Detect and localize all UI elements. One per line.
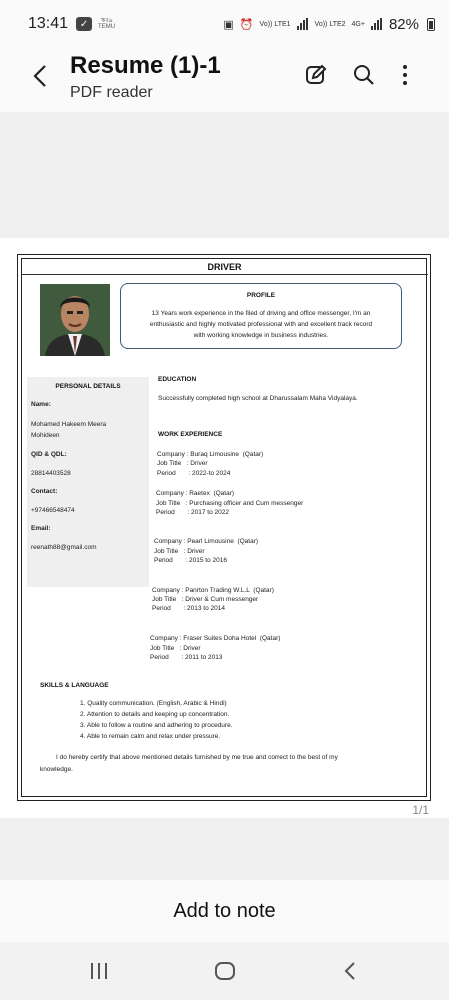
chevron-left-icon xyxy=(32,64,48,88)
checkbox-notification-icon: ✓ xyxy=(76,17,92,31)
list-item: 2. Attention to details and keeping up concentration. xyxy=(80,711,230,718)
network-2b-label: 4G+ xyxy=(351,20,365,28)
battery-icon xyxy=(427,18,435,31)
name-value-line2: Mohideen xyxy=(31,432,60,439)
resume-title: DRIVER xyxy=(207,262,242,272)
lock-icon: ▣ xyxy=(223,18,234,31)
profile-heading: PROFILE xyxy=(246,292,276,299)
home-button[interactable] xyxy=(210,958,240,984)
declaration-line1: I do hereby certify that above mentioned details furnished by me true and correct to the best of my xyxy=(56,754,338,761)
work-experience-heading: WORK EXPERIENCE xyxy=(158,431,223,438)
page-counter: 1/1 xyxy=(412,803,429,817)
recent-apps-button[interactable] xyxy=(84,958,114,984)
list-item: 3. Able to follow a routine and adhering to procedure. xyxy=(80,722,233,729)
document-subtitle: PDF reader xyxy=(70,84,153,101)
education-heading: EDUCATION xyxy=(158,376,197,383)
personal-details-panel xyxy=(27,377,149,587)
contact-label: Contact: xyxy=(31,488,58,495)
profile-box xyxy=(120,283,402,349)
chevron-left-icon xyxy=(343,961,357,981)
email-value: reenath88@gmail.com xyxy=(31,544,97,551)
name-value-line1: Mohamed Hakeem Meera xyxy=(31,421,107,428)
declaration-line2: knowledge. xyxy=(40,766,73,773)
system-nav-bar xyxy=(0,942,449,1000)
more-vertical-icon xyxy=(401,64,409,86)
signal-1-icon xyxy=(297,18,309,30)
name-label: Name: xyxy=(31,401,51,408)
personal-details-heading: PERSONAL DETAILS xyxy=(55,383,121,390)
email-label: Email: xyxy=(31,525,51,532)
status-bar xyxy=(0,0,449,48)
list-item: 1. Quality communication. (English, Arabic & Hindi) xyxy=(80,700,227,707)
signal-2-icon xyxy=(371,18,383,30)
qid-value: 28814403528 xyxy=(31,470,71,477)
education-text: Successfully completed high school at Dharussalam Maha Vidyalaya. xyxy=(158,395,358,402)
title-divider xyxy=(22,274,428,275)
status-indicators xyxy=(223,16,435,33)
edit-button[interactable] xyxy=(303,62,329,88)
back-nav-button[interactable] xyxy=(335,958,365,984)
contact-value: +97466548474 xyxy=(31,507,75,514)
network-1-label: Vo)) LTE1 xyxy=(259,20,291,28)
skills-heading: SKILLS & LANGUAGE xyxy=(40,682,109,689)
battery-percent: 82% xyxy=(388,15,419,33)
profile-text: 13 Years work experience in the filed of driving and office messenger, I'm an enthusiastic and highly motivated professional with and excellent track record with working knowledge in business industries. xyxy=(149,310,373,339)
search-icon xyxy=(352,63,376,87)
document-title: Resume (1)-1 xyxy=(70,52,221,79)
back-button[interactable] xyxy=(24,60,56,92)
more-options-button[interactable] xyxy=(392,62,418,88)
edit-icon xyxy=(304,63,328,87)
app-header xyxy=(0,48,449,112)
skills-list xyxy=(80,698,233,742)
qid-label: QID & QDL: xyxy=(31,451,67,458)
search-button[interactable] xyxy=(351,62,377,88)
pdf-page[interactable]: DRIVER PROFILE 13 Years work experience in the filed of driving and office messenger, I'm an enthusiastic and highly motivated professional with and excellent track record with working knowledge in business industries. PERSONAL DETAILS Name: Mohamed Hakeem Meera Mohideen QID & QDL: 28814403528 Contact: +97466548474 Email: reenath88@gmail.com EDUCATION Successfully completed high school at Dharussalam Maha Vidyalaya. WORK EXPERIENCE Company : Buraq Limousine (Qatar) Job Title : Driver Period : 2022-to 2024 Company : Raetex (Qatar) Job Title : Purchasing officer and Cum messenger Period : 2017 to 2022 Company : Pearl Limousine (Qatar) Job Title : Driver Period : 2015 to 2016 Company : Panrton Trading W.L.L (Qatar) Job Title : Driver & Cum messenger Period : 2013 to 2014 Company : Fraser Suites Doha Hotel (Qatar) Job Title : Driver Period : 2011 to 2013 SKILLS & LANGUAGE 1. Quality communication. (English, Arabic & Hindi) 2. Attention to details and keeping up concentration. 3. Able to follow a routine and adhering to procedure. 4. Able to remain calm and relax under pressure. I do hereby certify that above mentioned details furnished by me true and correct to the best of my knowledge. xyxy=(0,238,449,818)
temu-notification-icon: ঋঃঌ TEMU xyxy=(98,18,116,30)
list-item: 4. Able to remain calm and relax under pressure. xyxy=(80,733,221,740)
status-time: 13:41 xyxy=(28,15,69,32)
home-icon xyxy=(214,961,236,981)
add-to-note-button[interactable]: Add to note xyxy=(0,880,449,942)
recent-apps-icon xyxy=(89,962,109,980)
profile-photo xyxy=(40,284,110,356)
alarm-icon: ⏰ xyxy=(239,18,254,31)
network-2-label: Vo)) LTE2 xyxy=(314,20,346,28)
